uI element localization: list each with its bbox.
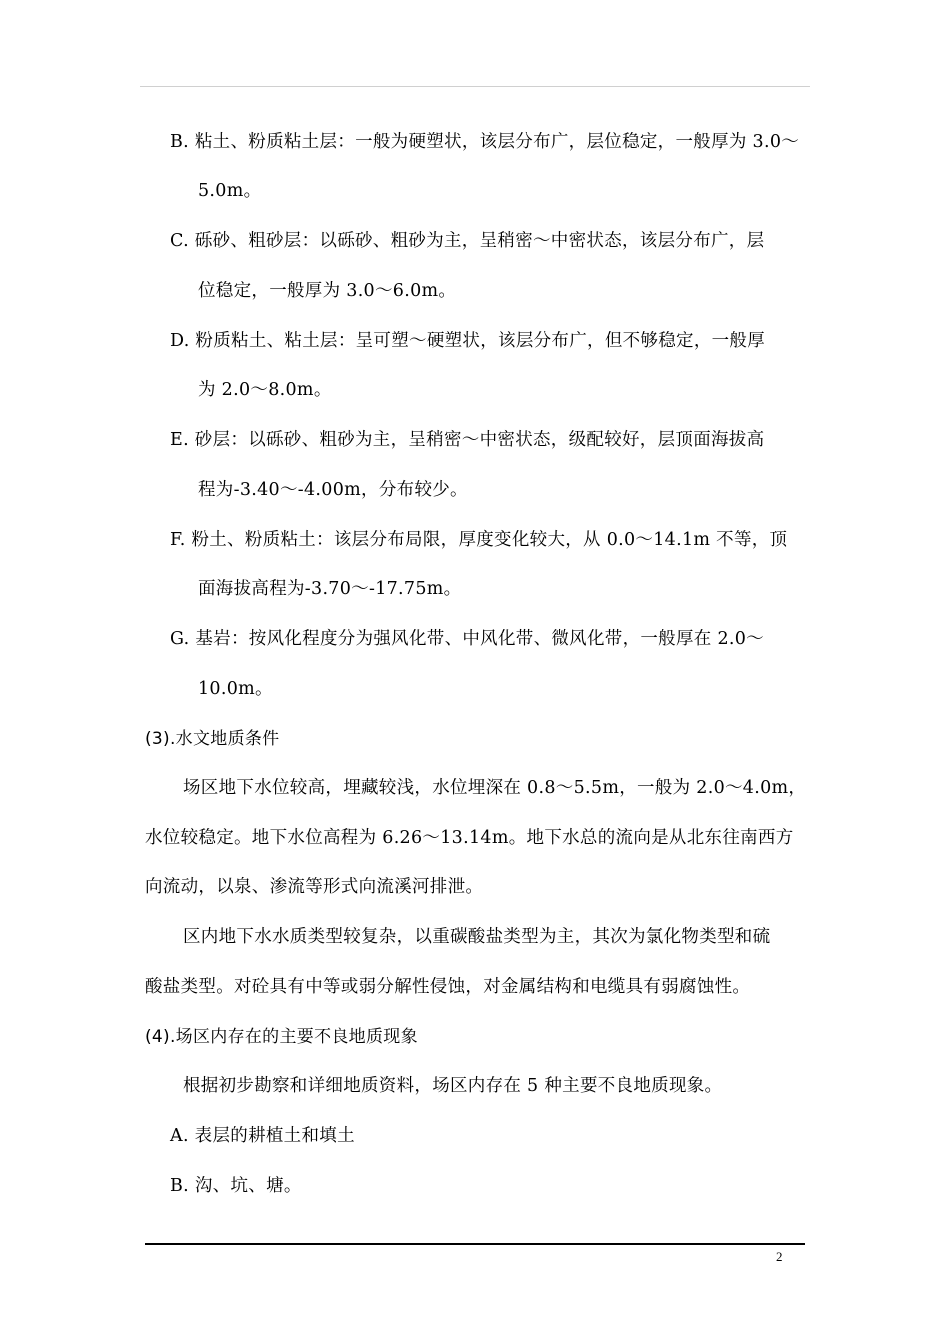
section-4-intro: 根据初步勘察和详细地质资料，场区内存在 5 种主要不良地质现象。: [183, 1076, 723, 1096]
soil-layer-g-line1: G. 基岩：按风化程度分为强风化带、中风化带、微风化带，一般厚在 2.0～: [170, 629, 764, 649]
soil-layer-c-line2: 位稳定，一般厚为 3.0～6.0m。: [198, 281, 457, 301]
soil-layer-b-line2: 5.0m。: [198, 181, 262, 201]
soil-layer-b-line1: B. 粘土、粉质粘土层：一般为硬塑状，该层分布广，层位稳定，一般厚为 3.0～: [170, 132, 800, 152]
footer-rule: [145, 1243, 805, 1245]
soil-layer-f-line1: F. 粉土、粉质粘土：该层分布局限，厚度变化较大，从 0.0～14.1m 不等，顶: [170, 530, 788, 550]
soil-layer-e-line2: 程为-3.40～-4.00m，分布较少。: [198, 480, 468, 500]
soil-layer-e-line1: E. 砂层：以砾砂、粗砂为主，呈稍密～中密状态，级配较好，层顶面海拔高: [170, 430, 765, 450]
section-3-para1-line1: 场区地下水位较高，埋藏较浅，水位埋深在 0.8～5.5m，一般为 2.0～4.0m，: [183, 778, 807, 798]
section-3-heading: (3).水文地质条件: [145, 729, 280, 749]
soil-layer-d-line2: 为 2.0～8.0m。: [198, 380, 332, 400]
section-4-item-a: A. 表层的耕植土和填土: [170, 1126, 355, 1146]
section-3-para2-line1: 区内地下水水质类型较复杂，以重碳酸盐类型为主，其次为氯化物类型和硫: [183, 927, 771, 947]
soil-layer-d-line1: D. 粉质粘土、粘土层：呈可塑～硬塑状，该层分布广，但不够稳定，一般厚: [170, 331, 766, 351]
section-4-heading: (4).场区内存在的主要不良地质现象: [145, 1027, 418, 1047]
section-4-item-b: B. 沟、坑、塘。: [170, 1176, 302, 1196]
section-3-para1-line2: 水位较稳定。地下水位高程为 6.26～13.14m。地下水总的流向是从北东往南西方: [145, 828, 794, 848]
section-3-para2-line2: 酸盐类型。对砼具有中等或弱分解性侵蚀，对金属结构和电缆具有弱腐蚀性。: [145, 977, 751, 997]
section-3-para1-line3: 向流动，以泉、渗流等形式向流溪河排泄。: [145, 877, 484, 897]
header-rule: [140, 86, 810, 87]
page-number: 2: [776, 1249, 783, 1264]
soil-layer-f-line2: 面海拔高程为-3.70～-17.75m。: [198, 579, 462, 599]
soil-layer-c-line1: C. 砾砂、粗砂层：以砾砂、粗砂为主，呈稍密～中密状态，该层分布广，层: [170, 231, 765, 251]
soil-layer-g-line2: 10.0m。: [198, 679, 273, 699]
